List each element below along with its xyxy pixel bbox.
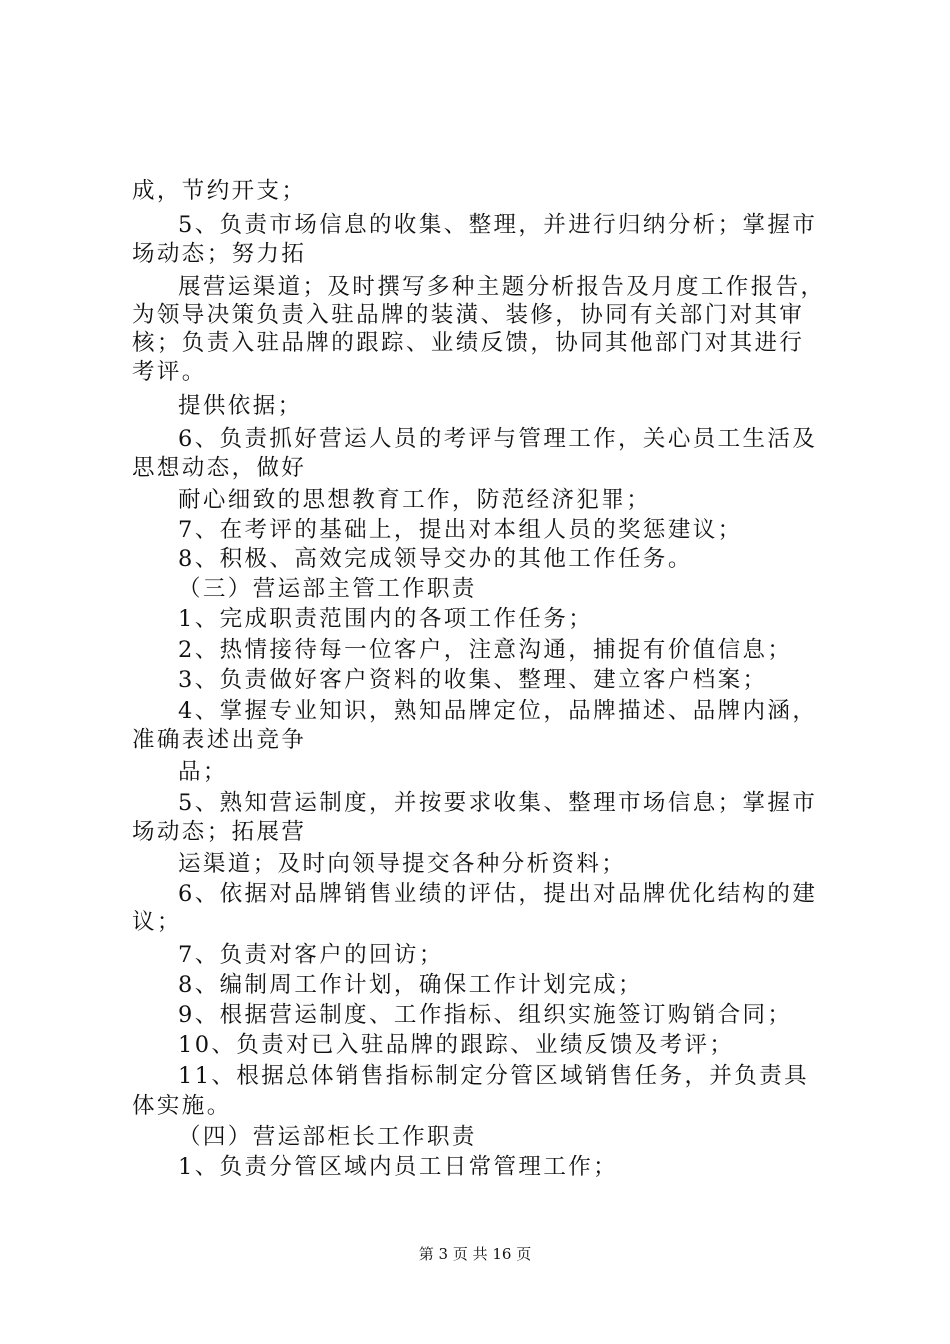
section-heading: （四）营运部柜长工作职责 [178,1124,477,1150]
section-heading: （三）营运部主管工作职责 [178,576,477,602]
text-line: 1、负责分管区域内员工日常管理工作； [178,1154,619,1180]
text-line: 3、负责做好客户资料的收集、整理、建立客户档案； [178,667,768,693]
text-line: 4、掌握专业知识，熟知品牌定位，品牌描述、品牌内涵， [178,698,818,724]
text-line: 11、根据总体销售指标制定分管区域销售任务，并负责具 [178,1063,810,1089]
text-line: 展营运渠道；及时撰写多种主题分析报告及月度工作报告， [178,274,826,300]
text-line: 6、负责抓好营运人员的考评与管理工作，关心员工生活及 [178,426,818,452]
text-line: 2、热情接待每一位客户，注意沟通，捕捉有价值信息； [178,637,793,663]
text-line: 1、完成职责范围内的各项工作任务； [178,606,594,632]
text-line: 5、负责市场信息的收集、整理，并进行归纳分析；掌握市 [178,212,818,238]
text-line: 耐心细致的思想教育工作，防范经济犯罪； [178,487,652,513]
text-line: 提供依据； [178,393,303,419]
text-line: 核；负责入驻品牌的跟踪、业绩反馈，协同其他部门对其进行 [132,330,805,356]
text-line: 5、熟知营运制度，并按要求收集、整理市场信息；掌握市 [178,790,818,816]
text-line: 准确表述出竞争 [132,727,307,753]
text-line: 8、编制周工作计划，确保工作计划完成； [178,972,643,998]
text-line: 10、负责对已入驻品牌的跟踪、业绩反馈及考评； [178,1032,735,1058]
text-line: 体实施。 [132,1093,232,1119]
text-line: 7、在考评的基础上，提出对本组人员的奖惩建议； [178,517,743,543]
text-line: 品； [178,759,228,785]
text-line: 为领导决策负责入驻品牌的装潢、装修，协同有关部门对其审 [132,302,805,328]
text-line: 运渠道；及时向领导提交各种分析资料； [178,851,627,877]
text-line: 成，节约开支； [132,178,307,204]
text-line: 议； [132,909,182,935]
text-line: 8、积极、高效完成领导交办的其他工作任务。 [178,546,693,572]
page-number-footer: 第 3 页 共 16 页 [418,1245,532,1263]
text-line: 场动态；努力拓 [132,241,307,267]
text-line: 9、根据营运制度、工作指标、组织实施签订购销合同； [178,1002,793,1028]
text-line: 7、负责对客户的回访； [178,942,444,968]
text-line: 考评。 [132,359,207,385]
text-line: 思想动态，做好 [132,455,307,481]
text-line: 6、依据对品牌销售业绩的评估，提出对品牌优化结构的建 [178,881,818,907]
text-line: 场动态；拓展营 [132,819,307,845]
